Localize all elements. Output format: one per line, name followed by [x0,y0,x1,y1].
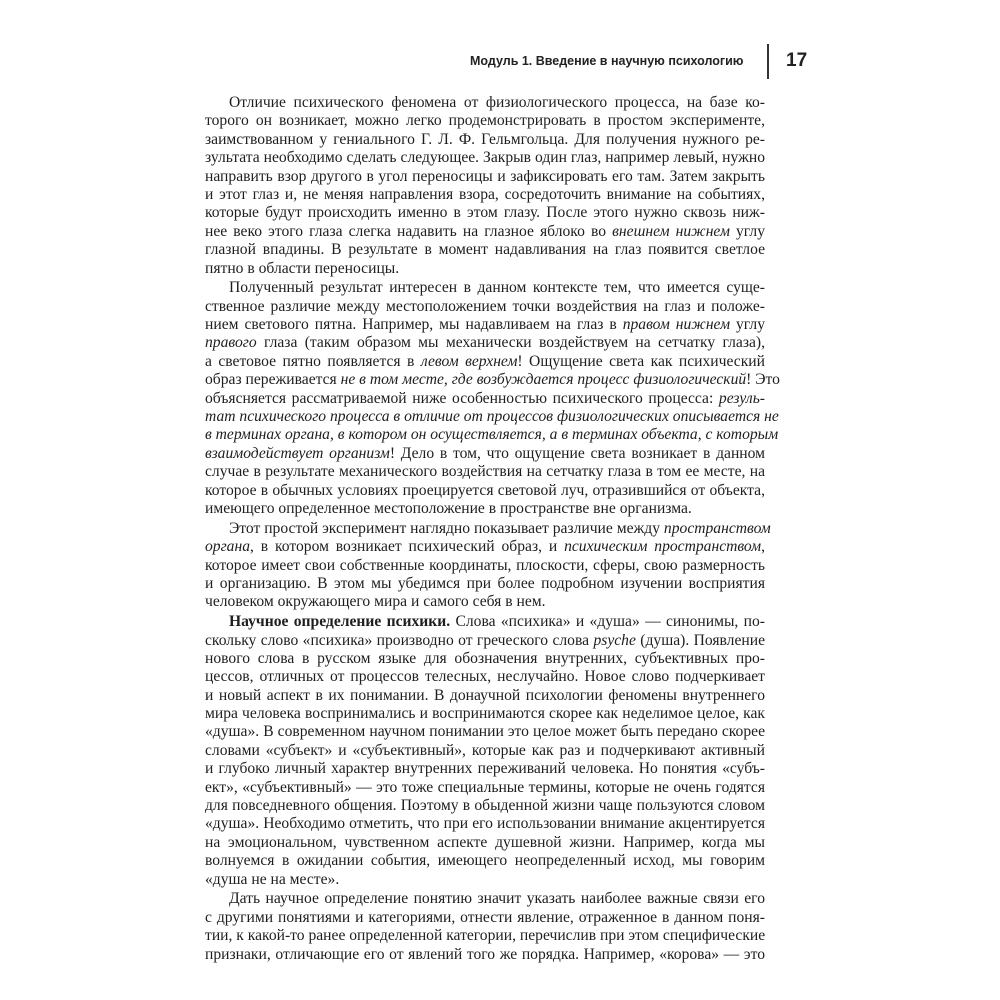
text-run: и организацию. В этом мы убедимся при более подробном изучении восприятия [205,574,765,592]
text-run: Слова «психика» и «душа» — синонимы, по- [450,613,765,631]
text-run: нового слова в русском языке для обозначения внутренних, субъективных про- [205,649,765,667]
body-text [205,94,780,964]
text-line [205,204,765,222]
text-run: а световое пятно появляется в [205,352,421,370]
text-line [205,946,765,964]
text-run: волнуемся в ожидании события, имеющего неопределенный исход, мы говорим [205,852,765,870]
text-line [205,650,765,668]
text-run: для повседневного общения. Поэтому в обыденной жизни чаще пользуются словом [205,797,765,815]
text-line [205,890,765,908]
text-line [205,797,765,815]
text-run: и новый аспект в их понимании. В донаучной психологии феномены внутреннего [205,686,765,704]
text-line [205,390,765,408]
text-line [205,815,765,833]
text-run: человеком окружающего мира и самого себя в нем. [205,593,546,611]
text-line [205,557,765,575]
italic-run: пространством [663,519,771,537]
paragraph [205,890,765,964]
text-run: скольку слово «психика» производно от греческого слова [205,631,594,649]
text-run: глаза (таким образом мы механически воздействуем на сетчатку глаза), [256,334,765,352]
text-run: заимствованном у гениального Г. Л. Ф. Гельмгольца. Для получения нужного ре- [205,130,765,148]
italic-run: органа [205,538,251,556]
text-line [205,909,765,927]
text-run: направить взор другого в угол переносицы и зафиксировать его там. Затем закрыть [205,167,765,185]
text-run: углу [730,316,765,334]
text-line [205,426,779,444]
text-line [205,705,765,723]
text-line [205,149,765,167]
text-line [205,186,765,204]
text-line [205,131,765,149]
text-run: на эмоциональном, чувственном аспекте душевной жизни. Например, когда мы [205,833,765,851]
text-line [205,94,765,112]
text-line [205,852,765,870]
text-run: нее веко этого глаза слегка надавить на глазное яблоко во [205,222,613,240]
italic-run: в терминах органа, в котором он осуществляется, а в терминах объекта, с которым [205,426,779,444]
text-run: и этот глаз и, не меняя направления взора, сосредоточить внимание на событиях, [205,185,765,203]
text-run: ственное различие между местоположением точки воздействия на глаз и положе- [205,297,765,315]
text-line [205,260,765,278]
text-line [205,779,765,797]
text-line [205,538,765,556]
text-line [205,241,765,259]
text-run: , в котором возникает психический образ, и [250,538,565,556]
text-line [205,463,765,481]
text-run: словами «субъект» и «субъективный», которые как раз и подчеркивают активный [205,741,765,759]
paragraph [205,519,771,612]
text-run: Полученный результат интересен в данном контексте тем, что имеется суще- [229,279,765,297]
italic-run: психическим пространством [564,538,762,556]
text-run: которое имеет свои собственные координаты, плоскости, сферы, свою размерность [205,556,765,574]
italic-run: не в том месте, где возбуждается процесс физиологический [340,371,747,389]
text-run: которое в обычных условиях проецируется световой луч, отразившийся от объекта, [205,481,765,499]
text-line [205,593,765,611]
text-line [205,279,765,297]
text-run: Этот простой эксперимент наглядно показывает различие между [229,519,664,537]
text-line [205,408,779,426]
italic-run: psyche [593,631,636,649]
text-line [205,927,765,945]
running-head-title: Модуль 1. Введение в научную психологию [470,54,744,68]
text-line [205,632,765,650]
text-line [205,482,765,500]
text-line [205,668,765,686]
italic-run: взаимодействует организм [205,444,390,462]
text-run: имеющего определенное местоположение в пространстве вне организма. [205,499,692,517]
text-run: торого он возникает, можно легко продемонстрировать в простом эксперименте, [205,112,765,130]
text-run: зультата необходимо сделать следующее. Закрыв один глаз, например левый, нужно [205,149,765,167]
italic-run: левом верхнем [420,352,518,370]
text-run: ! Дело в том, что ощущение света возникает в данном [389,444,766,462]
text-line [205,500,765,518]
text-line [205,834,765,852]
italic-run: внешнем нижнем [612,222,730,240]
text-run: пятно в области переносицы. [205,259,400,277]
italic-run: правого [205,334,257,352]
text-line [205,760,765,778]
italic-run: тат психического процесса в отличие от процессов физиологических описывается не [205,408,779,426]
italic-run: правом нижнем [622,316,731,334]
bold-run: Научное определение психики. [229,613,451,631]
text-run: которые будут происходить именно в этом глазу. После этого нужно сквозь ниж- [205,204,765,222]
text-run: «душа». В современном научном понимании это целое может быть передано скорее [205,723,765,741]
text-run: глазной впадины. В результате в момент надавливания на глаз появится светлое [205,241,765,259]
text-run: и глубоко личный характер внутренних переживаний человека. Но понятия «субъ- [205,760,765,778]
text-run: ект», «субъективный» — это тоже специальные термины, которые не очень годятся [205,778,765,796]
text-run: (душа). Появление [635,631,765,649]
text-line [205,371,780,389]
text-line [205,575,765,593]
text-run: объясняется рассматриваемой ниже особенностью психического процесса: [205,389,719,407]
text-run: углу [729,222,765,240]
text-run: образ переживается [205,371,341,389]
text-line [205,298,765,316]
text-run: с другими понятиями и категориями, отнести явление, отраженное в данном поня- [205,908,765,926]
text-line [205,168,765,186]
text-line [205,742,765,760]
text-run: случае в результате механического воздействия на сетчатку глаза в том ее месте, на [205,463,765,481]
text-run: Отличие психического феномена от физиологического процесса, на базе ко- [229,94,765,111]
text-run: ! Ощущение света как психический [517,352,765,370]
text-line [205,687,765,705]
text-run: Дать научное определение понятию значит указать наиболее важные связи его [229,890,765,908]
text-line [205,723,765,741]
text-run: , [761,538,765,556]
paragraph [205,279,780,518]
italic-run: резуль- [718,389,765,407]
text-line [205,353,765,371]
text-run: «душа». Необходимо отметить, что при его использовании внимание акцентируется [205,815,765,833]
header-divider [767,44,769,79]
text-run: признаки, отличающие его от явлений того же порядка. Например, «корова» — это [205,945,765,963]
text-line [205,871,765,889]
paragraph [205,613,765,889]
text-run: нием светового пятна. Например, мы надавливаем на глаз в [205,316,623,334]
text-run: цессов, отличных от процессов телесных, неслучайно. Новое слово подчеркивает [205,668,765,686]
text-run: «душа не на месте». [205,870,340,888]
text-line [205,334,765,352]
text-run: мира человека воспринимались и воспринимаются скорее как неделимое целое, как [205,705,765,723]
paragraph [205,94,765,278]
text-line [205,445,765,463]
text-line [205,613,765,631]
text-line [205,112,765,130]
text-line [205,316,765,334]
text-line [205,519,771,538]
page-number: 17 [786,50,808,71]
text-line [205,223,765,241]
text-run: тии, к какой-то ранее определенной категории, перечислив при этом специфические [205,927,766,945]
text-run: ! Это [746,371,780,389]
